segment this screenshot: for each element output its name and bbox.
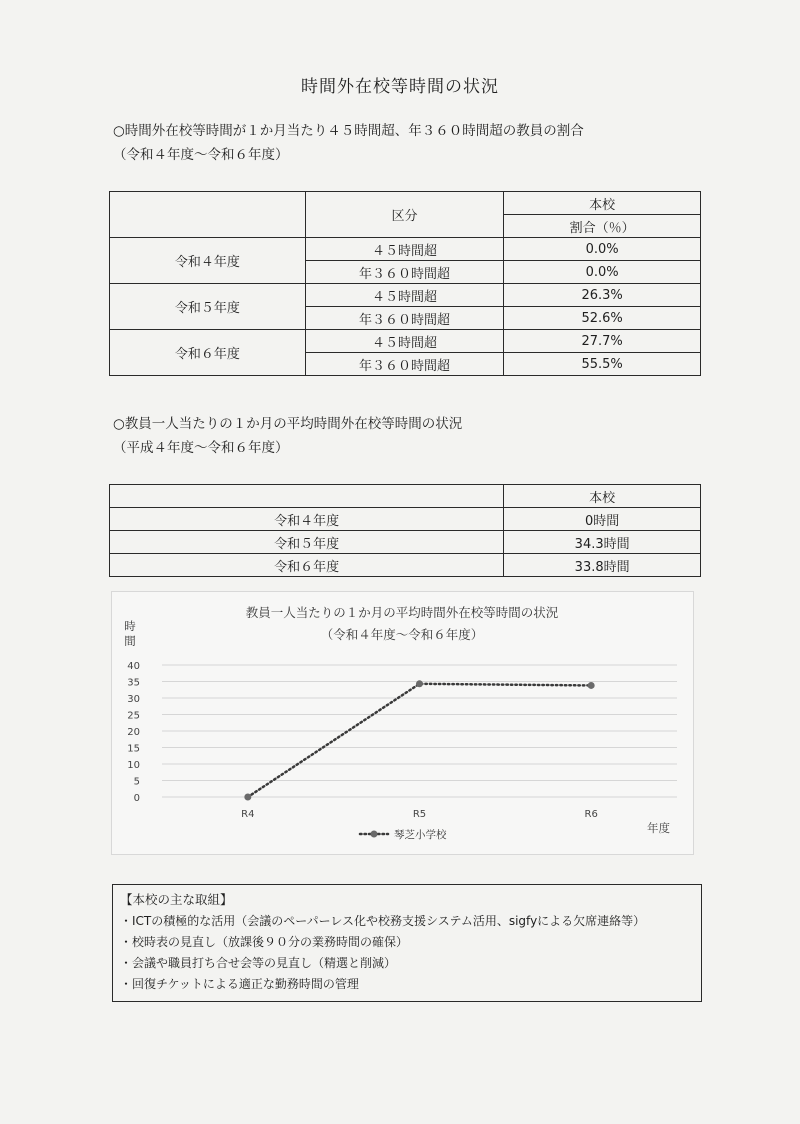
y-tick-label: 0 (133, 793, 140, 804)
year-cell: 令和４年度 (110, 508, 504, 531)
year-cell: 令和６年度 (110, 554, 504, 577)
overtime-line-chart (111, 591, 694, 855)
section1-heading: ○時間外在校等時間が１か月当たり４５時間超、年３６０時間超の教員の割合 (113, 123, 584, 139)
hours-cell: 0時間 (504, 508, 701, 531)
legend-marker (371, 831, 378, 838)
category-cell: 年３６０時間超 (305, 261, 504, 284)
category-cell: 年３６０時間超 (305, 353, 504, 376)
y-axis-label: 時 (124, 619, 136, 633)
year-cell: 令和６年度 (110, 330, 306, 376)
y-tick-label: 30 (127, 694, 140, 705)
legend-label: 琴芝小学校 (394, 829, 447, 841)
average-overtime-table (109, 484, 701, 577)
ratio-cell: 52.6% (504, 307, 701, 330)
category-cell: 年３６０時間超 (305, 307, 504, 330)
page-title: 時間外在校等時間の状況 (301, 77, 499, 97)
empty-header-cell (110, 485, 504, 508)
data-point (244, 794, 251, 801)
x-axis-label: 年度 (647, 821, 670, 835)
category-cell: ４５時間超 (305, 238, 504, 261)
chart-subtitle: （令和４年度～令和６年度） (320, 627, 484, 642)
chart-canvas (112, 592, 693, 854)
y-axis-label: 間 (124, 634, 136, 648)
year-cell: 令和５年度 (110, 284, 306, 330)
category-header: 区分 (305, 192, 504, 238)
school-header: 本校 (504, 485, 701, 508)
y-tick-label: 15 (127, 743, 140, 755)
ratio-cell: 55.5% (504, 353, 701, 376)
ratio-cell: 0.0% (504, 261, 701, 284)
empty-header-cell (110, 192, 306, 238)
initiative-item: ・回復チケットによる適正な勤務時間の管理 (120, 977, 359, 991)
section1-period: （令和４年度～令和６年度） (113, 147, 289, 163)
initiative-item: ・校時表の見直し（放課後９０分の業務時間の確保） (120, 935, 409, 949)
initiatives-list (113, 911, 701, 995)
y-tick-label: 10 (127, 760, 140, 771)
category-cell: ４５時間超 (305, 330, 504, 353)
school-header: 本校 (504, 192, 701, 215)
year-cell: 令和４年度 (110, 238, 306, 284)
hours-cell: 33.8時間 (504, 554, 701, 577)
data-point (416, 680, 423, 687)
chart-title: 教員一人当たりの１か月の平均時間外在校等時間の状況 (245, 605, 559, 620)
initiative-item: ・ICTの積極的な活用（会議のペーパーレス化や校務支援システム活用、sigfyによる欠席連絡等） (120, 914, 646, 928)
hours-cell: 34.3時間 (504, 531, 701, 554)
x-tick-label: R5 (412, 809, 427, 820)
y-tick-label: 35 (127, 677, 140, 689)
ratio-cell: 27.7% (504, 330, 701, 353)
y-tick-label: 40 (127, 661, 140, 672)
y-tick-label: 5 (133, 776, 140, 788)
category-cell: ４５時間超 (305, 284, 504, 307)
y-tick-label: 20 (127, 727, 140, 738)
section2-period: （平成４年度～令和６年度） (113, 440, 289, 456)
year-cell: 令和５年度 (110, 531, 504, 554)
section2-heading: ○教員一人当たりの１か月の平均時間外在校等時間の状況 (113, 416, 463, 432)
initiatives-heading: 【本校の主な取組】 (120, 892, 233, 907)
ratio-header: 割合（％） (504, 215, 701, 238)
initiative-item: ・会議や職員打ち合せ会等の見直し（精選と削減） (120, 956, 397, 970)
x-tick-label: R4 (241, 809, 255, 820)
ratio-cell: 0.0% (504, 238, 701, 261)
y-tick-label: 25 (127, 710, 140, 722)
ratio-cell: 26.3% (504, 284, 701, 307)
data-point (588, 682, 595, 689)
main-initiatives-box (112, 884, 702, 1002)
x-tick-label: R6 (584, 809, 598, 820)
overtime-ratio-table (109, 191, 701, 376)
